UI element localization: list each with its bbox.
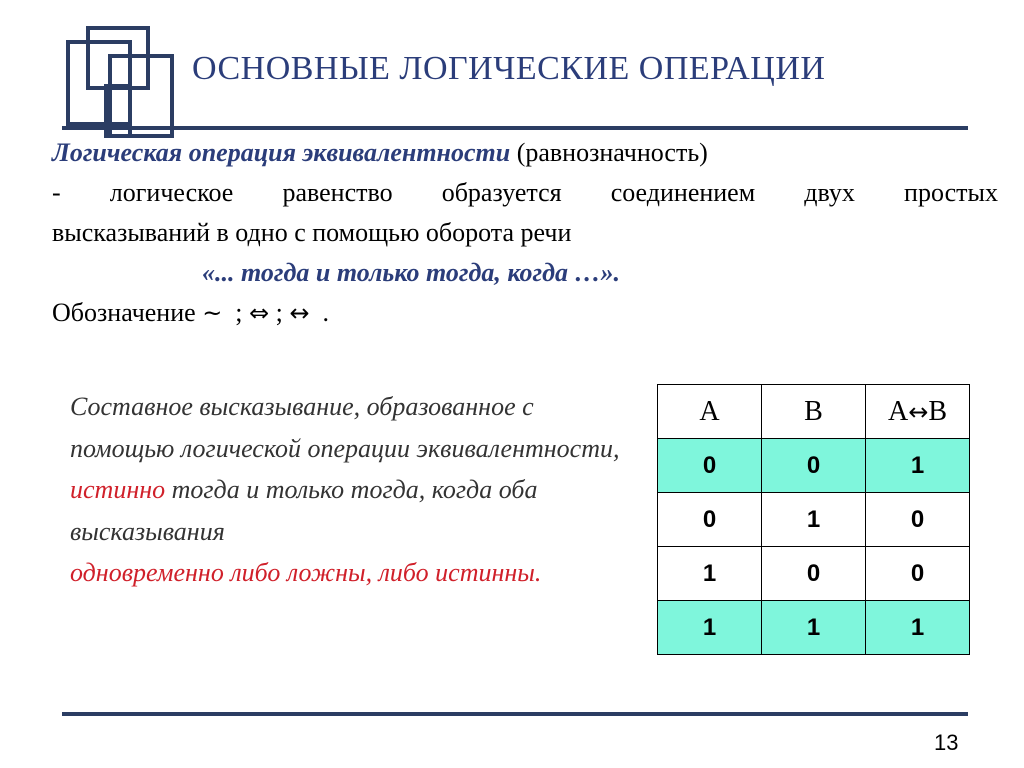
- page-title: ОСНОВНЫЕ ЛОГИЧЕСКИЕ ОПЕРАЦИИ: [192, 50, 826, 87]
- description-part2: тогда и только тогда, когда оба высказывания: [70, 475, 538, 546]
- bottom-divider: [62, 712, 968, 716]
- header-result-a: A: [887, 395, 909, 427]
- cell-result: 0: [866, 493, 970, 547]
- notation-line: [52, 293, 998, 333]
- definition-line-3: высказываний в одно с помощью оборота речи: [52, 218, 572, 247]
- intro-text: [52, 133, 998, 333]
- description-highlight: одновременно либо ложны, либо истинны.: [70, 558, 542, 587]
- idiom-line: [52, 253, 998, 293]
- header-result: [866, 385, 970, 439]
- idiom-end: .: [613, 258, 621, 287]
- notation-end: .: [322, 298, 329, 327]
- notation-separator: ;: [235, 298, 243, 327]
- cell-result: 1: [866, 439, 970, 493]
- description-text: [70, 386, 640, 594]
- cell-result: 0: [866, 547, 970, 601]
- cell-a: 1: [658, 547, 762, 601]
- page-number: 13: [934, 730, 959, 755]
- term-note: (равнозначность): [510, 138, 708, 167]
- header-b: B: [762, 385, 866, 439]
- cell-b: 1: [762, 601, 866, 655]
- top-divider: [62, 126, 968, 130]
- equivalence-arrow-icon: ↔: [908, 397, 929, 426]
- idiom-open-quote: «: [202, 258, 215, 287]
- table-header-row: [658, 385, 970, 439]
- table-row: [658, 493, 970, 547]
- cell-a: 0: [658, 439, 762, 493]
- definition-line: [52, 133, 998, 173]
- description-part1: Составное высказывание, образованное с помощью логической операции эквивалентности,: [70, 392, 620, 463]
- tilde-symbol: ~: [202, 299, 223, 327]
- cell-result: 1: [866, 601, 970, 655]
- double-arrow-symbol: ⇔: [249, 299, 270, 327]
- table-row: [658, 439, 970, 493]
- header-a: A: [658, 385, 762, 439]
- truth-table: [657, 384, 970, 655]
- table-row: [658, 601, 970, 655]
- logo-squares-icon: [66, 26, 176, 138]
- idiom-text: ... тогда и только тогда, когда …»: [215, 258, 614, 287]
- cell-b: 0: [762, 439, 866, 493]
- cell-a: 1: [658, 601, 762, 655]
- notation-label: Обозначение: [52, 298, 196, 327]
- table-row: [658, 547, 970, 601]
- arrow-symbol: ↔: [289, 299, 310, 327]
- cell-b: 1: [762, 493, 866, 547]
- notation-separator: ;: [275, 298, 283, 327]
- definition-line-2: - логическое равенство образуется соединением двух простых: [52, 178, 998, 207]
- cell-b: 0: [762, 547, 866, 601]
- term: Логическая операция эквивалентности: [52, 138, 511, 167]
- cell-a: 0: [658, 493, 762, 547]
- header-result-b: B: [928, 395, 948, 427]
- true-word: истинно: [70, 475, 166, 504]
